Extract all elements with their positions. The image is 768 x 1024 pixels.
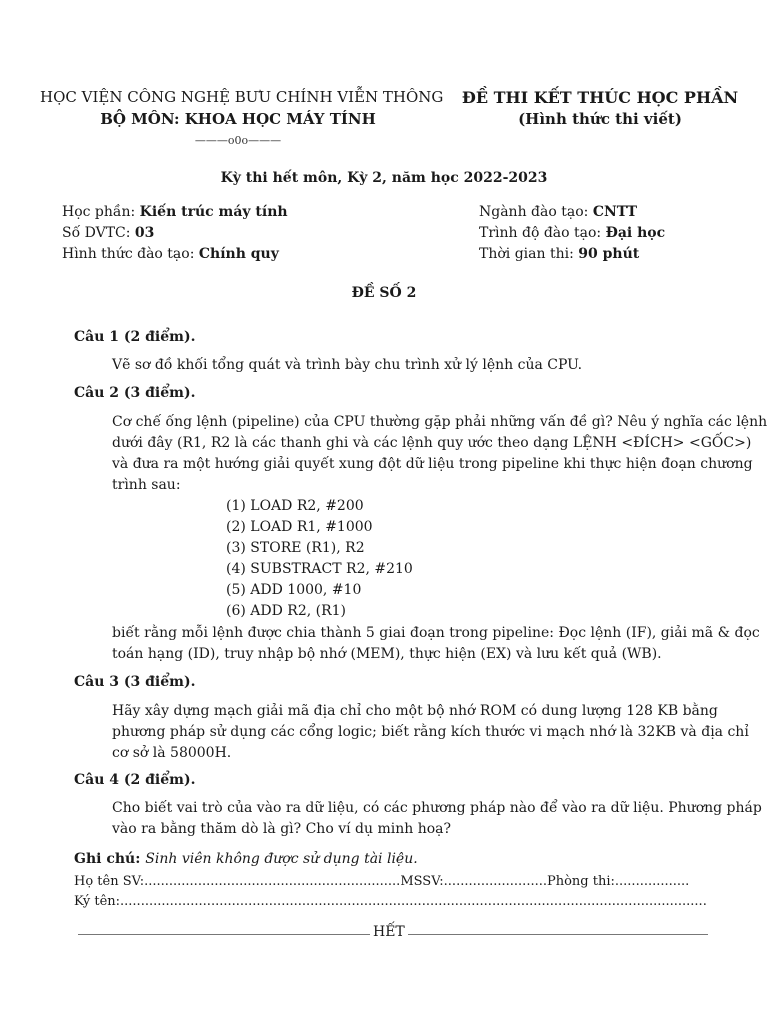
student-id-label: MSSV: <box>400 874 444 889</box>
signature-row <box>74 894 714 909</box>
question-2-line: trình sau: <box>112 477 181 493</box>
end-marker: HẾT <box>373 924 405 940</box>
level-label: Trình độ đào tạo: <box>479 225 606 241</box>
credits-label: Số DVTC: <box>62 225 135 241</box>
mode-info <box>62 246 279 262</box>
signature-field[interactable]: .............................................................................................................................................. <box>120 894 707 909</box>
time-info <box>479 246 639 262</box>
department-name: BỘ MÔN: KHOA HỌC MÁY TÍNH <box>100 110 376 128</box>
question-3-line: Hãy xây dựng mạch giải mã địa chỉ cho một bộ nhớ ROM có dung lượng 128 KB bằng <box>112 703 718 719</box>
code-line: (4) SUBSTRACT R2, #210 <box>226 561 413 577</box>
exam-form: (Hình thức thi viết) <box>518 110 682 128</box>
student-id-field[interactable]: ......................... <box>443 874 547 889</box>
note <box>74 851 418 867</box>
major-value: CNTT <box>592 204 638 220</box>
question-3-title: Câu 3 (3 điểm). <box>74 674 196 690</box>
course-info <box>62 204 288 220</box>
note-text: Sinh viên không được sử dụng tài liệu. <box>145 851 418 867</box>
code-line: (1) LOAD R2, #200 <box>226 498 364 514</box>
code-line: (3) STORE (R1), R2 <box>226 540 365 556</box>
mode-value: Chính quy <box>198 246 279 262</box>
course-value: Kiến trúc máy tính <box>139 204 288 220</box>
question-2-title: Câu 2 (3 điểm). <box>74 385 196 401</box>
exam-room-label: Phòng thi: <box>546 874 615 889</box>
question-4-line: Cho biết vai trò của vào ra dữ liệu, có các phương pháp nào để vào ra dữ liệu. Phương pháp <box>112 800 762 816</box>
institute-name: HỌC VIỆN CÔNG NGHỆ BƯU CHÍNH VIỄN THÔNG <box>40 88 444 106</box>
note-label: Ghi chú: <box>74 851 146 867</box>
end-rule-right <box>408 934 708 935</box>
question-4-title: Câu 4 (2 điểm). <box>74 772 196 788</box>
credits-value: 03 <box>134 225 155 241</box>
signature-label: Ký tên: <box>74 894 121 909</box>
question-4-line: vào ra bằng thăm dò là gì? Cho ví dụ minh hoạ? <box>112 821 451 837</box>
student-name-field[interactable]: .............................................................. <box>144 874 401 889</box>
exam-number: ĐỀ SỐ 2 <box>351 285 417 301</box>
exam-room-field[interactable]: .................. <box>614 874 690 889</box>
question-2-line: biết rằng mỗi lệnh được chia thành 5 giai đoạn trong pipeline: Đọc lệnh (IF), giải mã & đọc <box>112 625 760 641</box>
question-3-line: cơ sở là 58000H. <box>112 745 232 761</box>
level-value: Đại học <box>605 225 666 241</box>
exam-session: Kỳ thi hết môn, Kỳ 2, năm học 2022-2023 <box>220 170 548 186</box>
student-name-label: Họ tên SV: <box>74 874 145 889</box>
course-label: Học phần: <box>62 204 140 220</box>
question-2-line: toán hạng (ID), truy nhập bộ nhớ (MEM), thực hiện (EX) và lưu kết quả (WB). <box>112 646 662 662</box>
question-1-text: Vẽ sơ đồ khối tổng quát và trình bày chu trình xử lý lệnh của CPU. <box>112 357 583 373</box>
question-3-line: phương pháp sử dụng các cổng logic; biết rằng kích thước vi mạch nhớ là 32KB và địa chỉ <box>112 724 749 740</box>
question-2-line: Cơ chế ống lệnh (pipeline) của CPU thường gặp phải những vấn đề gì? Nêu ý nghĩa các lệnh <box>112 414 768 430</box>
code-line: (5) ADD 1000, #10 <box>226 582 362 598</box>
code-line: (2) LOAD R1, #1000 <box>226 519 373 535</box>
credits-info <box>62 225 154 241</box>
question-2-line: dưới đây (R1, R2 là các thanh ghi và các lệnh quy ước theo dạng LỆNH <ĐÍCH> <GỐC>) <box>112 435 752 451</box>
question-2-line: và đưa ra một hướng giải quyết xung đột dữ liệu trong pipeline khi thực hiện đoạn chương <box>112 456 753 472</box>
exam-title: ĐỀ THI KẾT THÚC HỌC PHẦN <box>461 88 739 107</box>
student-fields <box>74 874 689 889</box>
mode-label: Hình thức đào tạo: <box>62 246 199 262</box>
question-1-title: Câu 1 (2 điểm). <box>74 329 196 345</box>
major-info <box>479 204 637 220</box>
level-info <box>479 225 665 241</box>
major-label: Ngành đào tạo: <box>479 204 593 220</box>
end-rule-left <box>78 934 370 935</box>
time-label: Thời gian thi: <box>479 246 579 262</box>
code-line: (6) ADD R2, (R1) <box>226 603 347 619</box>
header-separator: ———o0o——— <box>194 134 282 147</box>
time-value: 90 phút <box>578 246 640 262</box>
